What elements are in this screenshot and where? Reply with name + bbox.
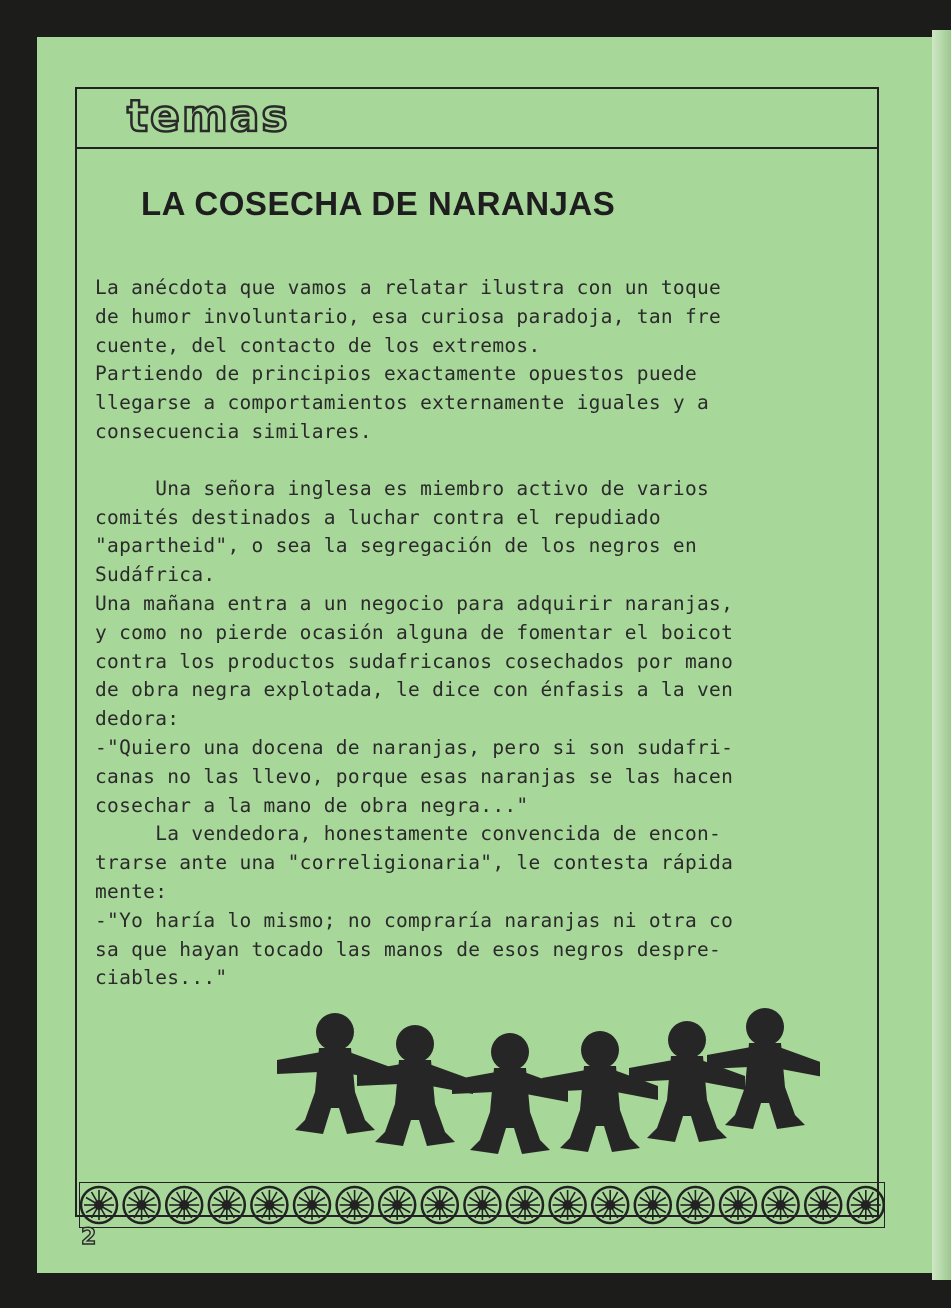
text-line: sa que hayan tocado las manos de esos negros despre-: [95, 937, 722, 961]
rosette: [848, 1187, 884, 1223]
rosette: [379, 1187, 415, 1223]
rosette: [550, 1187, 586, 1223]
text-line: -"Quiero una docena de naranjas, pero si son sudafri-: [95, 735, 734, 759]
rosette: [337, 1187, 373, 1223]
text-line: consecuencia similares.: [95, 419, 372, 443]
header-rule: [75, 147, 879, 149]
rosette: [251, 1187, 287, 1223]
paragraph-2: [95, 475, 885, 993]
page-edge: [932, 30, 951, 1280]
rosette: [294, 1187, 330, 1223]
text-line: y como no pierde ocasión alguna de fomentar el boicot: [95, 620, 734, 644]
rosette: [464, 1187, 500, 1223]
text-line: trarse ante una "correligionaria", le contesta rápida: [95, 851, 734, 875]
text-line: Sudáfrica.: [95, 563, 216, 587]
text-line: dedora:: [95, 707, 180, 731]
text-line: de obra negra explotada, le dice con énfasis a la ven: [95, 678, 734, 702]
text-line: ciables...": [95, 966, 228, 990]
text-line: La vendedora, honestamente convencida de encon-: [95, 822, 722, 846]
paper-figure: [452, 1033, 568, 1154]
text-line: cuente, del contacto de los extremos.: [95, 333, 541, 357]
page-number: 2: [81, 1225, 97, 1250]
rosette: [422, 1187, 458, 1223]
text-line: comités destinados a luchar contra el repudiado: [95, 505, 661, 529]
rosette: [81, 1187, 117, 1223]
rosette: [763, 1187, 799, 1223]
rosette: [677, 1187, 713, 1223]
article-title: LA COSECHA DE NARANJAS: [141, 185, 616, 222]
rosette: [592, 1187, 628, 1223]
rosette: [507, 1187, 543, 1223]
text-line: cosechar a la mano de obra negra...": [95, 793, 529, 817]
text-line: contra los productos sudafricanos cosechados por mano: [95, 649, 734, 673]
text-line: mente:: [95, 879, 168, 903]
text-line: "apartheid", o sea la segregación de los negros en: [95, 534, 697, 558]
paper-chain-people-icon: [275, 1002, 820, 1177]
magazine-page: [37, 37, 932, 1273]
paragraph-1: [95, 274, 885, 447]
text-line: Partiendo de principios exactamente opuestos puede: [95, 362, 697, 386]
section-label: temas: [127, 91, 290, 142]
text-line: Una señora inglesa es miembro activo de varios: [95, 476, 710, 500]
text-line: La anécdota que vamos a relatar ilustra con un toque: [95, 276, 722, 299]
rosette-border: [79, 1182, 885, 1228]
rosette: [635, 1187, 671, 1223]
rosette: [805, 1187, 841, 1223]
text-line: -"Yo haría lo mismo; no compraría naranjas ni otra co: [95, 908, 734, 932]
rosette: [209, 1187, 245, 1223]
text-line: canas no las llevo, porque esas naranjas se las hacen: [95, 764, 734, 788]
rosette: [720, 1187, 756, 1223]
text-line: Una mañana entra a un negocio para adquirir naranjas,: [95, 591, 734, 615]
text-line: de humor involuntario, esa curiosa paradoja, tan fre: [95, 304, 722, 328]
text-line: llegarse a comportamientos externamente iguales y a: [95, 391, 710, 415]
article-body: [95, 274, 885, 993]
rosette: [124, 1187, 160, 1223]
rosette: [166, 1187, 202, 1223]
